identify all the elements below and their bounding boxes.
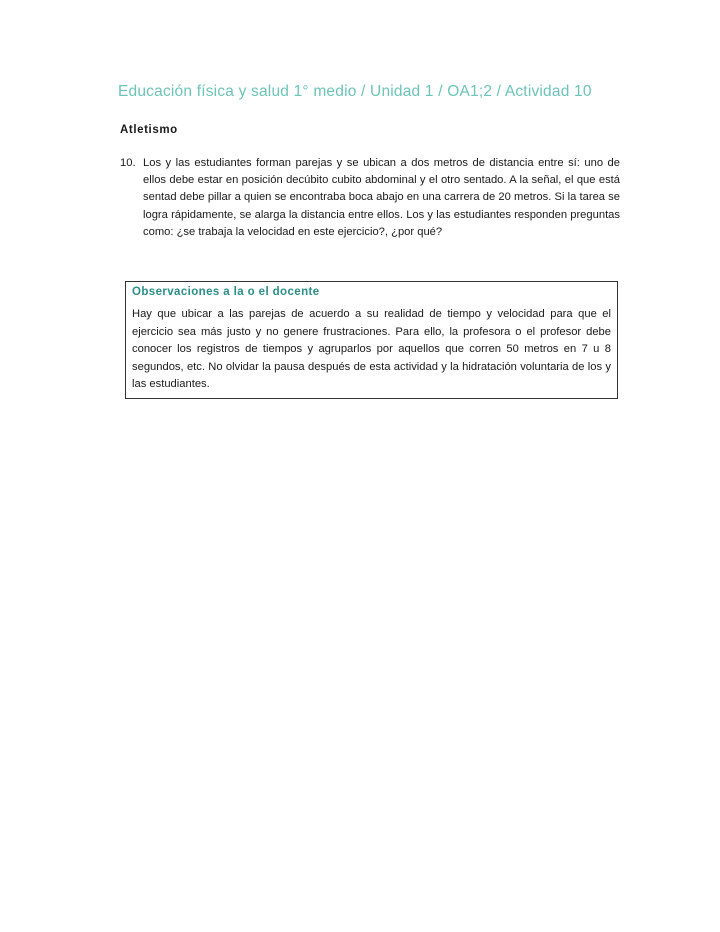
observations-text: Hay que ubicar a las parejas de acuerdo a su realidad de tiempo y velocidad para que el ejercicio sea más justo y no genere frustraciones. Para ello, la profesora o el profesor debe conocer los registros de tiempos y agruparlos por aquellos que corren 50 metros en 7 u 8 segundos, etc. No olvidar la pausa después de esta actividad y la hidratación voluntaria de los y las estudiantes.: [132, 308, 611, 391]
activity-item: [120, 155, 620, 241]
observations-box: [125, 281, 618, 399]
activity-text: Los y las estudiantes forman parejas y se ubican a dos metros de distancia entre sí: uno de ellos debe estar en posición decúbito cubito abdominal y el otro sentado. A la señal, el que está sentad debe pillar a quien se encontraba boca abajo en una carrera de 20 metros. Si la tarea se logra rápidamente, se alarga la distancia entre ellos. Los y las estudiantes responden preguntas como: ¿se trabaja la velocidad en este ejercicio?, ¿por qué?: [143, 157, 620, 238]
activity-number: 10.: [120, 157, 136, 169]
section-heading: Atletismo: [120, 124, 178, 136]
observations-title: Observaciones a la o el docente: [132, 286, 320, 298]
page-title: Educación física y salud 1° medio / Unidad 1 / OA1;2 / Actividad 10: [118, 83, 592, 100]
